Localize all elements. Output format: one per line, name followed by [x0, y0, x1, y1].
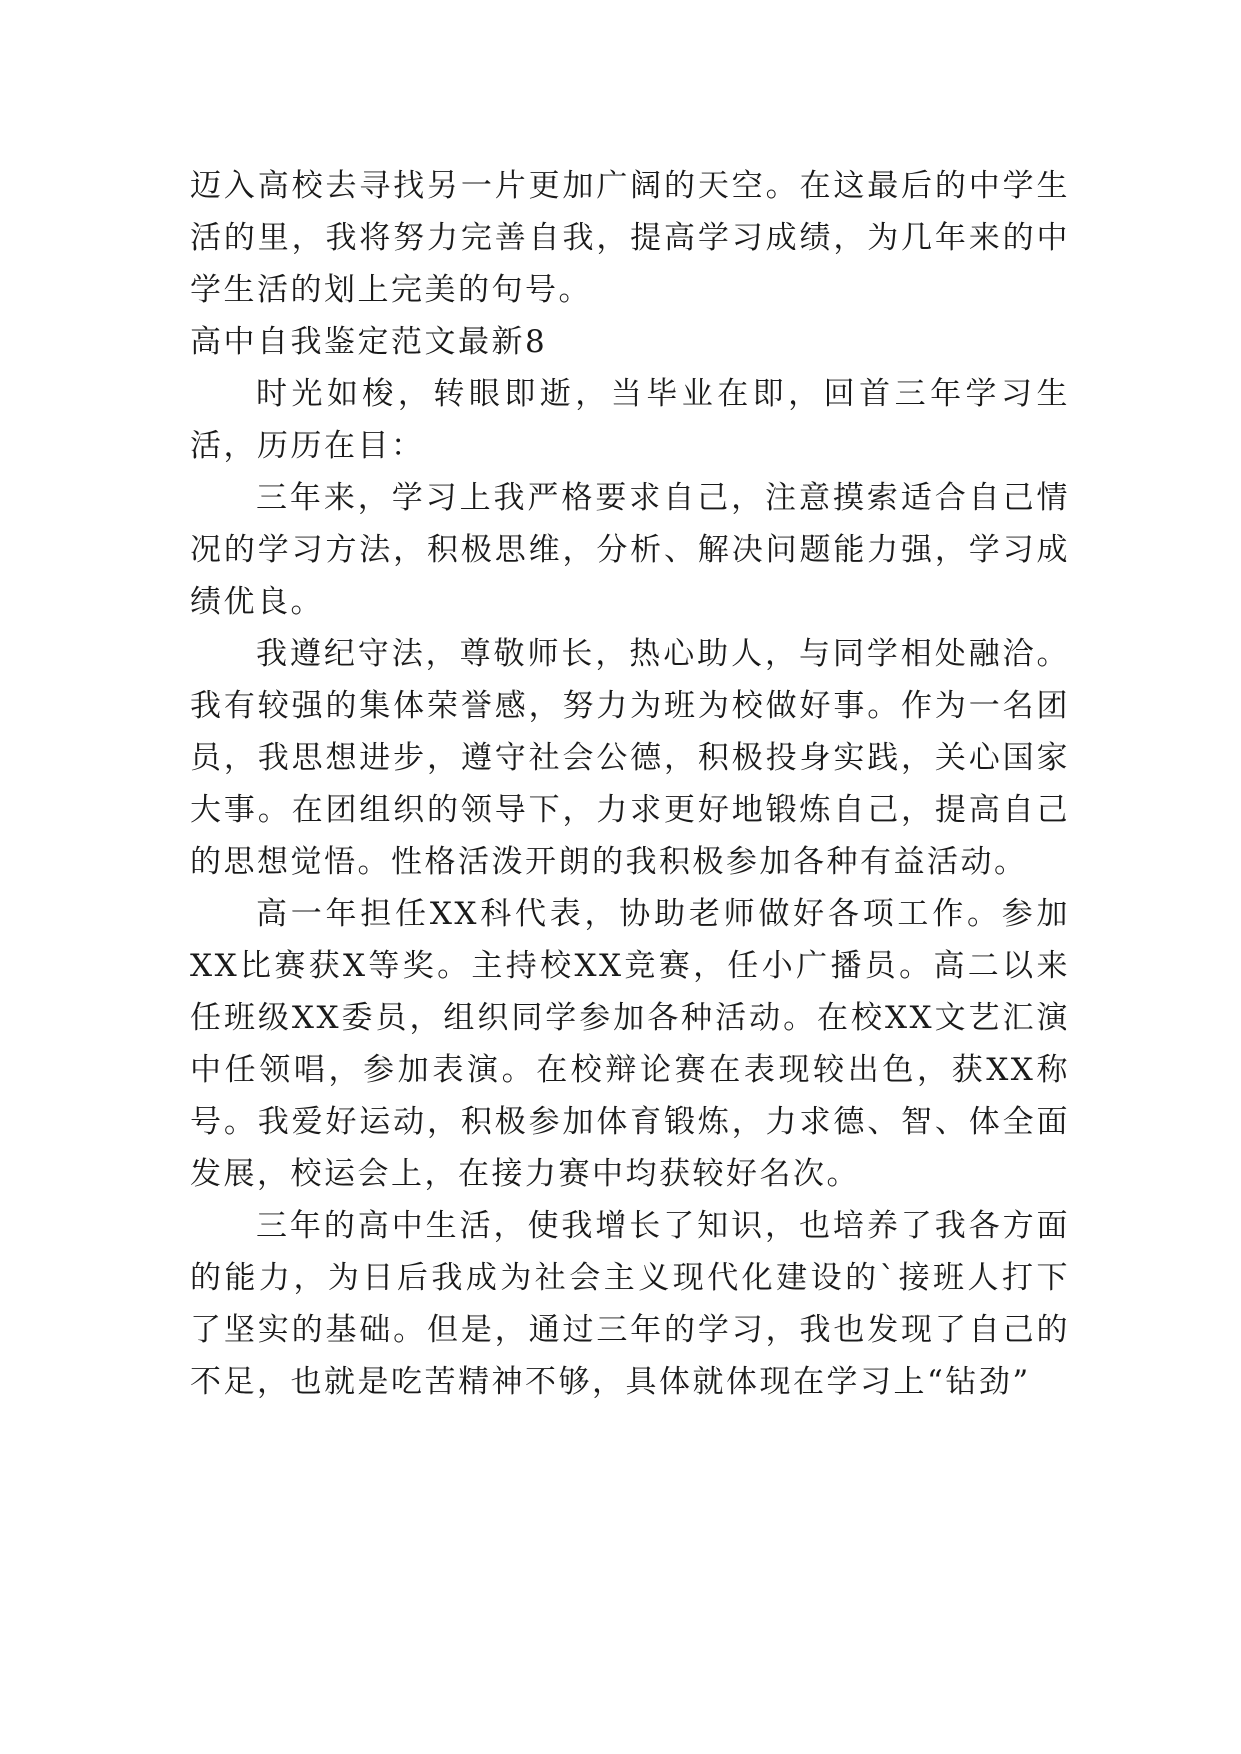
continuation-paragraph: 迈入高校去寻找另一片更加广阔的天空。在这最后的中学生活的里，我将努力完善自我，提高学习成绩，为几年来的中学生活的划上完美的句号。 [190, 168, 1070, 308]
section-title: 高中自我鉴定范文最新8 [190, 324, 548, 360]
document-body [190, 160, 1070, 1408]
paragraph-5: 三年的高中生活，使我增长了知识，也培养了我各方面的能力，为日后我成为社会主义现代化建设的`接班人打下了坚实的基础。但是，通过三年的学习，我也发现了自己的不足，也就是吃苦精神不够，具体就体现在学习上“钻劲” [190, 1208, 1070, 1400]
paragraph-3: 我遵纪守法，尊敬师长，热心助人，与同学相处融洽。我有较强的集体荣誉感，努力为班为校做好事。作为一名团员，我思想进步，遵守社会公德，积极投身实践，关心国家大事。在团组织的领导下，力求更好地锻炼自己，提高自己的思想觉悟。性格活泼开朗的我积极参加各种有益活动。 [190, 636, 1070, 880]
paragraph-1: 时光如梭，转眼即逝，当毕业在即，回首三年学习生活，历历在目： [190, 376, 1070, 464]
paragraph-4: 高一年担任XX科代表，协助老师做好各项工作。参加XX比赛获X等奖。主持校XX竞赛，任小广播员。高二以来任班级XX委员，组织同学参加各种活动。在校XX文艺汇演中任领唱，参加表演。在校辩论赛在表现较出色，获XX称号。我爱好运动，积极参加体育锻炼，力求德、智、体全面发展，校运会上，在接力赛中均获较好名次。 [190, 896, 1070, 1192]
paragraph-2: 三年来，学习上我严格要求自己，注意摸索适合自己情况的学习方法，积极思维，分析、解决问题能力强，学习成绩优良。 [190, 480, 1070, 620]
